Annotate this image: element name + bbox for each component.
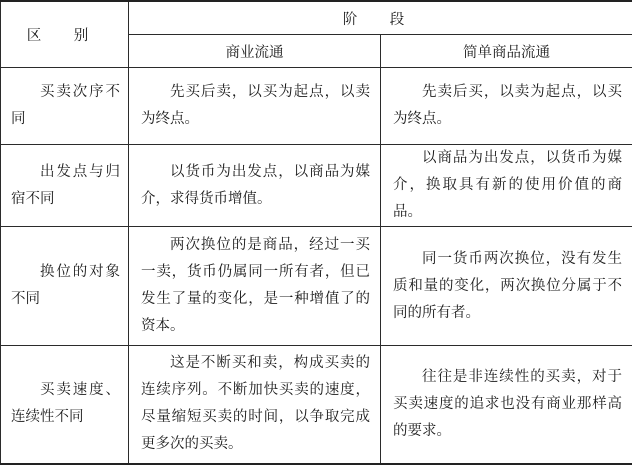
row-simple: 以商品为出发点，以货币为媒介，换取具有新的使用价值的商品。 (381, 145, 632, 227)
row-category: 买卖速度、连续性不同 (1, 346, 129, 464)
row-category: 买卖次序不同 (1, 68, 129, 145)
table-row (1, 227, 632, 346)
category-header: 区 别 (1, 1, 129, 68)
row-commercial: 以货币为出发点，以商品为媒介，求得货币增值。 (129, 145, 381, 227)
row-simple: 同一货币两次换位，没有发生质和量的变化，两次换位分属于不同的所有者。 (381, 227, 632, 346)
row-simple: 往往是非连续性的买卖，对于买卖速度的追求也没有商业那样高的要求。 (381, 346, 632, 464)
table-row (1, 68, 632, 145)
table-row (1, 346, 632, 464)
row-category: 出发点与归宿不同 (1, 145, 129, 227)
row-commercial: 先买后卖，以买为起点，以卖为终点。 (129, 68, 381, 145)
commercial-column-header: 商业流通 (129, 35, 381, 68)
row-category: 换位的对象不同 (1, 227, 129, 346)
row-commercial: 两次换位的是商品，经过一买一卖，货币仍属同一所有者，但已发生了量的变化，是一种增值了的资本。 (129, 227, 381, 346)
stage-header: 阶 段 (129, 1, 632, 35)
simple-column-header: 简单商品流通 (381, 35, 632, 68)
header-row-1 (1, 1, 632, 35)
table-row (1, 145, 632, 227)
row-simple: 先卖后买，以卖为起点，以买为终点。 (381, 68, 632, 145)
row-commercial: 这是不断买和卖，构成买卖的连续序列。不断加快买卖的速度，尽量缩短买卖的时间，以争取完成更多次的买卖。 (129, 346, 381, 464)
